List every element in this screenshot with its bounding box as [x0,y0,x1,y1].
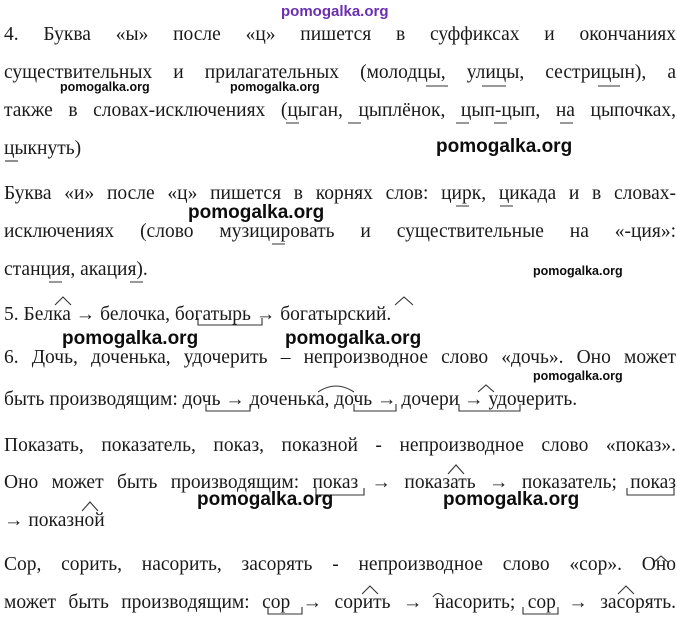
text-line-7: станция, акация). [4,259,148,280]
text-line-6: исключениях (слово музицировать и существительные на «-ция»: [4,221,676,242]
suffix-mark [268,607,558,614]
text-line-4: цыкнуть) [4,138,82,159]
root-arc-mark [362,586,634,597]
text-line-15: может быть производящим: сор → сорить → насорить; сор → засорять. [4,592,676,613]
text-line-3: также в словах-исключениях (цыган, цыплёнок, цып-цып, на цыпочках, [4,100,676,121]
text-line-8: 5. Белка → белочка, богатырь → богатырский. [4,304,392,325]
watermark: pomogalka.org [188,202,325,223]
watermark: pomogalka.org [443,489,580,510]
root-arc-mark [653,556,669,563]
suffix-mark [198,318,262,325]
root-arc-mark [395,297,413,305]
root-arc-mark [318,385,494,392]
root-arc-mark [55,297,71,305]
watermark: pomogalka.org [533,264,623,278]
text-line-11: Показать, показатель, показ, показной - непроизводное слово «показ». [4,435,676,456]
text-line-14: Сор, сорить, насорить, засорять - непроизводное слово «сор». Оно [4,554,676,575]
watermark: pomogalka.org [197,489,334,510]
watermark: pomogalka.org [285,328,422,349]
text-line-5: Буква «и» после «ц» пишется в корнях слов: цирк, цикада и в словах- [4,183,676,204]
text-line-13: → показной [4,510,105,531]
text-line-10: быть производящим: дочь → доченька, дочь → дочери → удочерить. [4,389,578,410]
text-line-9: 6. Дочь, доченька, удочерить – непроизводное слово «дочь». Оно может [4,347,676,368]
watermark-header: pomogalka.org [281,3,389,20]
watermark: pomogalka.org [436,136,573,157]
text-line-2: существительных и прилагательных (молодцы, улицы, сестрицын), а [4,62,676,83]
watermark: pomogalka.org [533,369,623,383]
text-line-1: 4. Буква «ы» после «ц» пишется в суффиксах и окончаниях [4,24,676,45]
text-line-12: Оно может быть производящим: показ → показать → показатель; показ [4,472,676,493]
watermark: pomogalka.org [60,80,150,94]
watermark: pomogalka.org [62,328,199,349]
watermark: pomogalka.org [230,80,320,94]
suffix-mark [206,404,520,411]
root-arc-mark [82,502,98,511]
root-arc-mark [448,465,464,474]
